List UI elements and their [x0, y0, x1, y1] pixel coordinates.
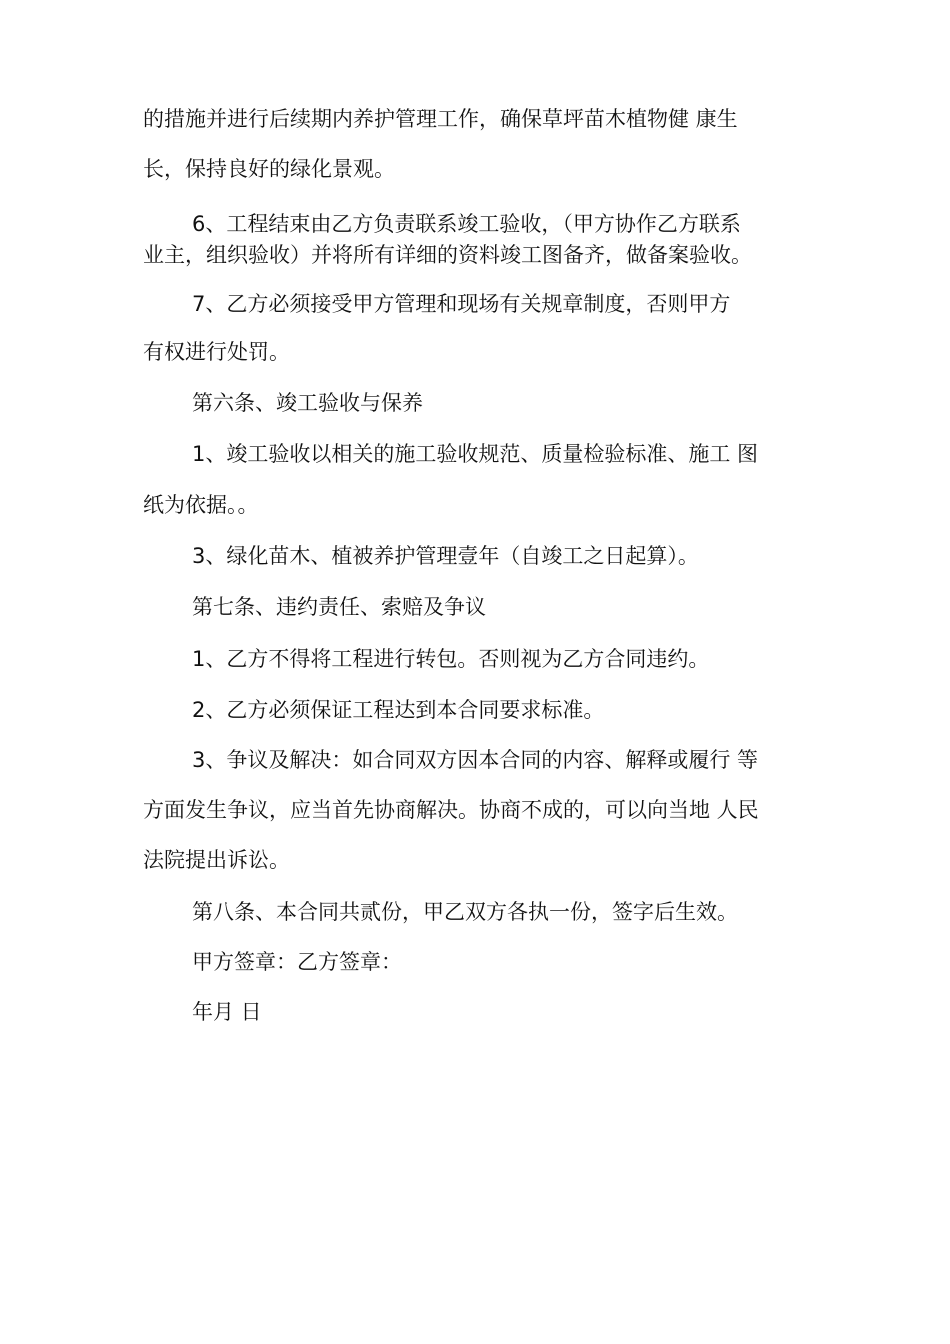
paragraph-line: 有权进行处罚。	[143, 340, 290, 364]
date-line: 年月 日	[192, 1000, 262, 1024]
signature-line: 甲方签章：乙方签章：	[192, 950, 402, 974]
clause-6-line: 6、工程结束由乙方负责联系竣工验收，（甲方协作乙方联系	[192, 212, 741, 236]
clause-2-line: 2、乙方必须保证工程达到本合同要求标准。	[192, 698, 605, 722]
article-7-heading: 第七条、违约责任、索赔及争议	[192, 595, 486, 619]
clause-3-line: 3、绿化苗木、植被养护管理壹年（自竣工之日起算）。	[192, 544, 699, 568]
paragraph-line: 方面发生争议，应当首先协商解决。协商不成的，可以向当地 人民	[143, 798, 759, 822]
clause-1-line: 1、竣工验收以相关的施工验收规范、质量检验标准、施工 图	[192, 442, 759, 466]
paragraph-line: 的措施并进行后续期内养护管理工作，确保草坪苗木植物健 康生	[143, 107, 738, 131]
paragraph-line: 法院提出诉讼。	[143, 848, 290, 872]
clause-3-line: 3、争议及解决：如合同双方因本合同的内容、解释或履行 等	[192, 748, 759, 772]
paragraph-line: 长，保持良好的绿化景观。	[143, 157, 395, 181]
clause-1-line: 1、乙方不得将工程进行转包。否则视为乙方合同违约。	[192, 647, 710, 671]
paragraph-line: 纸为依据。。	[143, 493, 259, 517]
clause-7-line: 7、乙方必须接受甲方管理和现场有关规章制度，否则甲方	[192, 292, 731, 316]
paragraph-line: 业主，组织验收）并将所有详细的资料竣工图备齐，做备案验收。	[143, 243, 752, 267]
article-6-heading: 第六条、竣工验收与保养	[192, 391, 423, 415]
article-8-line: 第八条、本合同共贰份，甲乙双方各执一份，签字后生效。	[192, 900, 738, 924]
